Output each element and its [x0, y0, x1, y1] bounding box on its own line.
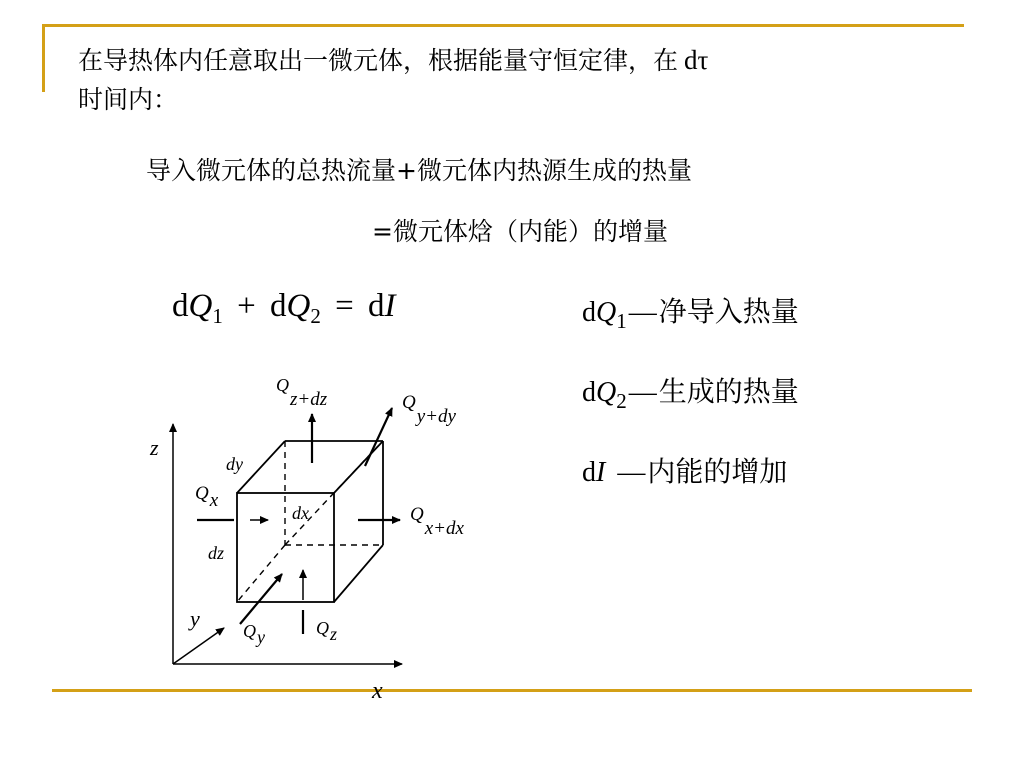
cube-edge	[237, 441, 285, 493]
eq-sub2: 2	[310, 304, 321, 328]
legend-symbol: I	[596, 457, 606, 488]
q-symbol: Q	[195, 483, 209, 504]
cube	[237, 441, 383, 602]
q-symbol: Q	[243, 621, 256, 641]
label-qx	[195, 483, 219, 511]
legend-text: 内能的增加	[647, 455, 788, 488]
q-subscript: y	[257, 627, 265, 647]
legend-text: 生成的热量	[658, 375, 799, 408]
label-dz: dz	[208, 543, 225, 563]
label-z: z	[150, 435, 159, 460]
hidden-edge	[285, 446, 378, 545]
label-qy-dy	[402, 392, 456, 427]
eq-sub1: 1	[212, 304, 223, 328]
cube-edge	[334, 545, 383, 602]
label-qy	[243, 621, 265, 647]
eq-plus: +	[237, 288, 256, 324]
legend-symbol: Q	[596, 297, 617, 328]
dtau-symbol: dτ	[684, 45, 709, 75]
eq-d2: d	[269, 288, 287, 324]
label-x: x	[372, 678, 383, 704]
legend-dash: —	[628, 377, 657, 408]
q-symbol: Q	[402, 392, 416, 413]
eq-equals: =	[335, 288, 354, 324]
label-dx: dx	[292, 503, 309, 523]
q-subscript: x+dx	[424, 518, 464, 539]
legend-sub: 2	[616, 389, 627, 413]
q-subscript: x	[209, 490, 219, 511]
balance-line-1: 导入微元体的总热流量+微元体内热源生成的热量	[146, 156, 692, 185]
q-symbol: Q	[316, 618, 329, 638]
q-subscript: z	[330, 624, 338, 644]
y-axis	[173, 628, 224, 664]
label-qz-dz	[276, 375, 328, 410]
eq-q2: Q	[286, 288, 311, 324]
legend-d: d	[582, 297, 596, 328]
legend-d: d	[582, 457, 596, 488]
q-symbol: Q	[276, 375, 289, 395]
eq-q1: Q	[188, 288, 213, 324]
q-subscript: z+dz	[290, 389, 328, 410]
legend-text: 净导入热量	[658, 295, 799, 328]
label-dy: dy	[226, 454, 243, 474]
arrow-qy-dy	[365, 408, 392, 466]
label-y: y	[190, 606, 200, 631]
q-subscript: y+dy	[416, 406, 456, 427]
eq-d1: d	[172, 288, 189, 324]
legend-dash: —	[628, 297, 657, 328]
eq-i: I	[384, 288, 396, 324]
label-qx-dx	[410, 504, 464, 539]
hidden-edge	[237, 545, 285, 602]
label-qz	[316, 618, 337, 644]
q-symbol: Q	[410, 504, 424, 525]
eq-d3: d	[367, 288, 385, 324]
legend-dash: —	[617, 457, 646, 488]
legend-sub: 1	[616, 309, 627, 333]
arrow-qy	[240, 574, 282, 624]
legend-symbol: Q	[596, 377, 617, 408]
balance-line-2: =微元体焓（内能）的增量	[372, 217, 668, 246]
intro-text: 在导热体内任意取出一微元体，根据能量守恒定律，在	[78, 46, 679, 75]
intro-line-2: 时间内：	[78, 85, 179, 114]
legend-d: d	[582, 377, 596, 408]
